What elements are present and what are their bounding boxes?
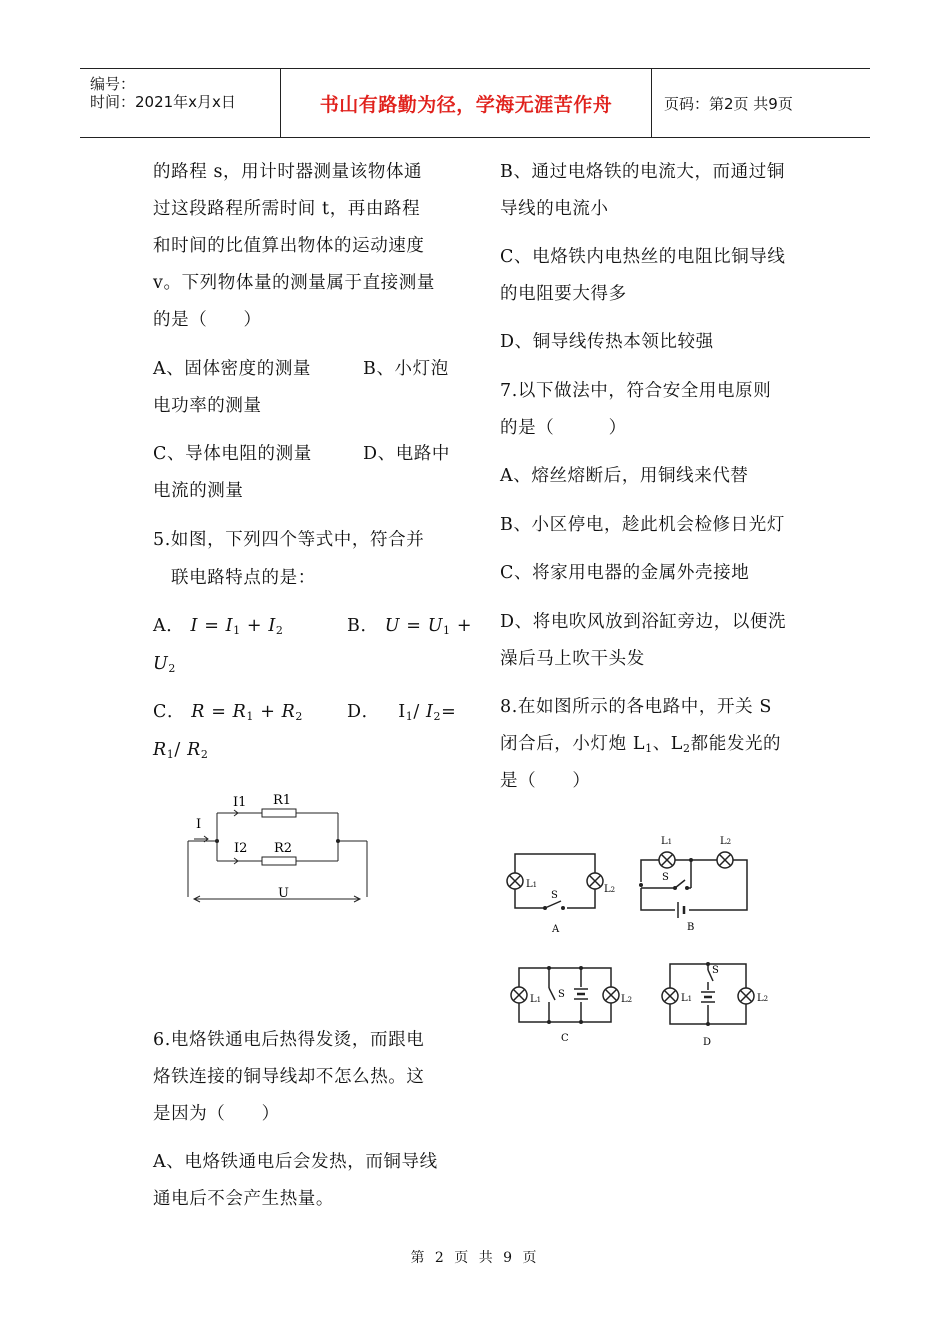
page-header xyxy=(80,68,870,138)
q4-option-a: A、固体密度的测量 xyxy=(153,359,312,379)
b-l2-label: L2 xyxy=(720,836,732,847)
q5-b-prefix: B． xyxy=(347,616,379,636)
q4-option-b: B、小灯泡 xyxy=(363,359,449,379)
q4-line-1: 的路程 s，用计时器测量该物体通 xyxy=(153,162,423,182)
q5-option-b: B． $U = U_1$ + xyxy=(347,616,473,637)
q6-option-b-2: 导线的电流小 xyxy=(500,199,609,219)
circuit-a xyxy=(507,854,615,935)
q4-line-5: 的是（ ） xyxy=(153,310,262,330)
q4-line-3: 和时间的比值算出物体的运动速度 xyxy=(153,236,425,256)
q5-line-2: 联电路特点的是： xyxy=(171,568,316,588)
q5-line-1: 5.如图，下列四个等式中，符合并 xyxy=(153,530,425,550)
q4-option-c: C、导体电阻的测量 xyxy=(153,444,312,464)
q6-option-c-1: C、电烙铁内电热丝的电阻比铜导线 xyxy=(500,247,786,267)
q7-line-1: 7.以下做法中，符合安全用电原则 xyxy=(500,381,772,401)
c-l1-label: L1 xyxy=(530,994,542,1005)
header-page-cell xyxy=(652,69,870,137)
q6-option-b-1: B、通过电烙铁的电流大，而通过铜 xyxy=(500,162,785,182)
circuit-b xyxy=(639,836,747,933)
b-caption: B xyxy=(687,922,695,933)
q8-line-2: 闭合后，小灯炮 $L_1$、$L_2$都能发光的 xyxy=(500,734,782,755)
page-footer: 第 2 页 共 9 页 xyxy=(410,1250,540,1266)
q5-option-d: D． $I_1/$ $I_2=$ xyxy=(347,702,457,723)
label-i: I xyxy=(196,817,202,832)
circuit-c xyxy=(511,966,632,1044)
q5-option-b-cont: $U_2$ xyxy=(153,654,176,675)
q8-line-1: 8.在如图所示的各电路中，开关 S xyxy=(500,697,772,717)
q4-option-b-cont: 电功率的测量 xyxy=(153,396,262,416)
q5-d-prefix: D． xyxy=(347,702,380,722)
q7-option-a: A、熔丝熔断后，用铜线来代替 xyxy=(500,466,749,486)
q5-a-prefix: A． xyxy=(153,616,185,636)
q8-line-2-a: 闭合后，小灯炮 L xyxy=(500,734,646,754)
label-r2: R2 xyxy=(274,841,293,856)
q4-line-2: 过这段路程所需时间 t，再由路程 xyxy=(153,199,421,219)
q5-option-c: C． $R = R_1 + R_2$ xyxy=(153,702,304,723)
date-line: 时间：2021年x月x日 xyxy=(90,93,236,111)
c-caption: C xyxy=(561,1033,569,1044)
q4-line-4: v。下列物体量的测量属于直接测量 xyxy=(153,273,435,293)
q6-line-3: 是因为（ ） xyxy=(153,1104,280,1124)
b-s-label: S xyxy=(662,872,669,883)
q7-option-c: C、将家用电器的金属外壳接地 xyxy=(500,563,750,583)
a-l2-label: L2 xyxy=(604,884,616,895)
q6-option-a-1: A、电烙铁通电后会发热，而铜导线 xyxy=(153,1152,438,1172)
d-l1-label: L1 xyxy=(681,993,693,1004)
label-i1: I1 xyxy=(233,795,247,810)
label-u: U xyxy=(278,886,289,901)
q6-line-1: 6.电烙铁通电后热得发烫，而跟电 xyxy=(153,1030,425,1050)
q5-option-d-cont: $R_1/$ $R_2$ xyxy=(153,740,209,761)
d-s-label: S xyxy=(712,965,719,976)
q7-line-2: 的是（ ） xyxy=(500,418,627,438)
b-l1-label: L1 xyxy=(661,836,673,847)
q8-circuit-diagrams xyxy=(495,830,785,1060)
d-l2-label: L2 xyxy=(757,993,769,1004)
q6-option-c-2: 的电阻要大得多 xyxy=(500,284,627,304)
circuit-d xyxy=(662,962,768,1048)
q7-option-b: B、小区停电，趁此机会检修日光灯 xyxy=(500,515,785,535)
q5-c-prefix: C． xyxy=(153,702,186,722)
q7-option-d-2: 澡后马上吹干头发 xyxy=(500,649,645,669)
q6-line-2: 烙铁连接的铜导线却不怎么热。这 xyxy=(153,1067,425,1087)
motto: 书山有路勤为径，学海无涯苦作舟 xyxy=(319,93,613,116)
label-i2: I2 xyxy=(234,841,248,856)
parallel-circuit-diagram xyxy=(180,785,380,910)
serial-label: 编号： xyxy=(90,75,136,93)
a-caption: A xyxy=(552,924,560,935)
q8-line-2-b: 、L xyxy=(652,734,684,754)
c-s-label: S xyxy=(558,989,565,1000)
a-l1-label: L1 xyxy=(526,879,538,890)
q4-option-d: D、电路中 xyxy=(363,444,451,464)
d-caption: D xyxy=(703,1037,712,1048)
page-code: 页码：第2页 共9页 xyxy=(664,94,793,113)
q8-line-2-c: 都能发光的 xyxy=(690,734,782,754)
q8-line-3: 是（ ） xyxy=(500,771,591,791)
q4-option-d-cont: 电流的测量 xyxy=(153,481,244,501)
header-info-cell xyxy=(80,69,281,137)
q6-option-a-2: 通电后不会产生热量。 xyxy=(153,1189,334,1209)
q6-option-d: D、铜导线传热本领比较强 xyxy=(500,332,714,352)
c-l2-label: L2 xyxy=(621,994,633,1005)
q7-option-d-1: D、将电吹风放到浴缸旁边，以便洗 xyxy=(500,612,787,632)
header-motto-cell xyxy=(281,69,652,137)
q5-option-a: A． $I = I_1 + I_2$ xyxy=(153,616,284,637)
a-s-label: S xyxy=(551,890,558,901)
label-r1: R1 xyxy=(273,793,292,808)
